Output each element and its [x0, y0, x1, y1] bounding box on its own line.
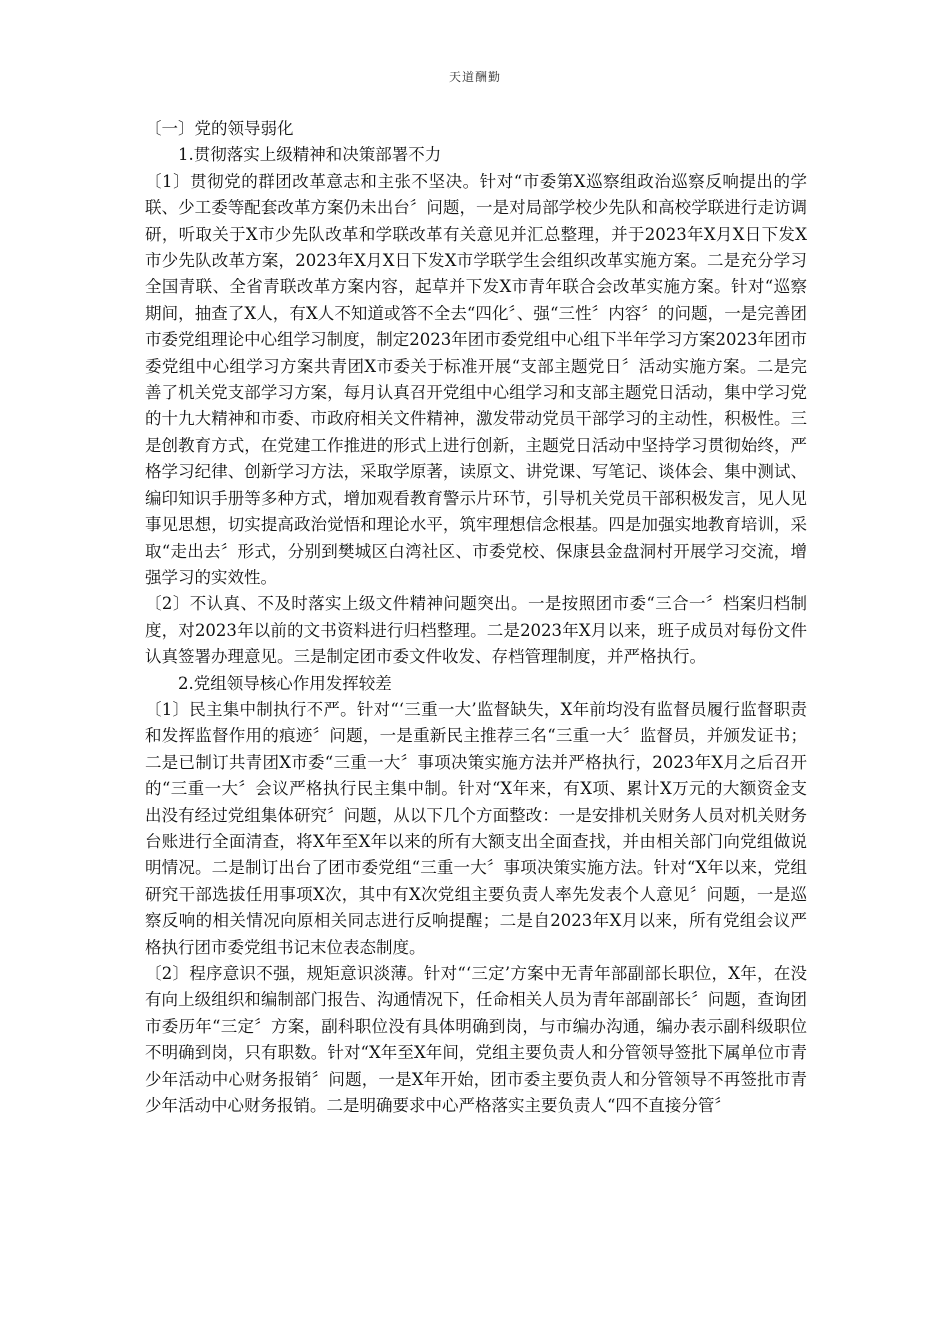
subsection-heading-2: 2.党组领导核心作用发挥较差	[178, 673, 392, 693]
subsection-heading-1: 1.贯彻落实上级精神和决策部署不力	[178, 145, 442, 165]
paragraph-2-2: 〔2〕程序意识不强，规矩意识淡薄。针对“‘三定’方案中无青年部副部长职位，X年，在没有向上级组织和编制部门报告、沟通情况下，任命相关人员为青年部副部长〞问题，查询团市委历年“三定〞方案，副科职位没有具体明确到岗，与市编办沟通，编办表示副科级职位不明确到岗，只有职数。针对“X年至X年间，党组主要负责人和分管领导签批下属单位市青少年活动中心财务报销〞问题，一是X年开始，团市委主要负责人和分管领导不再签批市青少年活动中心财务报销。二是明确要求中心严格落实主要负责人“四不直接分管〞	[145, 964, 807, 1116]
paragraph-1-1: 〔1〕贯彻党的群团改革意志和主张不坚决。针对“市委第X巡察组政治巡察反响提出的学联、少工委等配套改革方案仍未出台〞问题，一是对局部学校少先队和高校学联进行走访调研，听取关于X市少先队改革和学联改革有关意见并汇总整理，并于2023年X月X日下发X市少先队改革方案，2023年X月X日下发X市学联学生会组织改革实施方案。二是充分学习全国青联、全省青联改革方案内容，起草并下发X市青年联合会改革实施方案。针对“巡察期间，抽查了X人，有X人不知道或答不全去“四化〞、强“三性〞内容〞的问题，一是完善团市委党组理论中心组学习制度，制定2023年团市委党组中心组下半年学习方案2023年团市委党组中心组学习方案共青团X市委关于标准开展“支部主题党日〞活动实施方案。二是完善了机关党支部学习方案，每月认真召开党组中心组学习和支部主题党日活动，集中学习党的十九大精神和市委、市政府相关文件精神，激发带动党员干部学习的主动性，积极性。三是创教育方式，在党建工作推进的形式上进行创新，主题党日活动中坚持学习贯彻始终，严格学习纪律、创新学习方法，采取学原著，读原文、讲党课、写笔记、谈体会、集中测试、编印知识手册等多种方式，增加观看教育警示片环节，引导机关党员干部积极发言，见人见事见思想，切实提高政治觉悟和理论水平，筑牢理想信念根基。四是加强实地教育培训，采取“走出去〞形式，分别到樊城区白湾社区、市委党校、保康县金盘洞村开展学习交流，增强学习的实效性。	[145, 171, 807, 587]
paragraph-2-1: 〔1〕民主集中制执行不严。针对“‘三重一大’监督缺失，X年前均没有监督员履行监督职责和发挥监督作用的痕迹〞问题，一是重新民主推荐三名“三重一大〞监督员，并颁发证书；二是已制订共青团X市委“三重一大〞事项决策实施方法并严格执行，2023年X月之后召开的“三重一大〞会议严格执行民主集中制。针对“X年来，有X项、累计X万元的大额资金支出没有经过党组集体研究〞问题，从以下几个方面整改：一是安排机关财务人员对机关财务台账进行全面清查，将X年至X年以来的所有大额支出全面查找，并由相关部门向党组做说明情况。二是制订出台了团市委党组“三重一大〞事项决策实施方法。针对“X年以来，党组研究干部选拔任用事项X次，其中有X次党组主要负责人率先发表个人意见〞问题，一是巡察反响的相关情况向原相关同志进行反响提醒；二是自2023年X月以来，所有党组会议严格执行团市委党组书记末位表态制度。	[145, 699, 807, 957]
paragraph-1-2: 〔2〕不认真、不及时落实上级文件精神问题突出。一是按照团市委“三合一〞档案归档制度，对2023年以前的文书资料进行归档整理。二是2023年X月以来，班子成员对每份文件认真签署办理意见。三是制定团市委文件收发、存档管理制度，并严格执行。	[145, 594, 807, 667]
document-body	[145, 116, 807, 1119]
section-heading: 〔一〕党的领导弱化	[145, 119, 294, 138]
page-header: 天道酬勤	[448, 70, 501, 84]
